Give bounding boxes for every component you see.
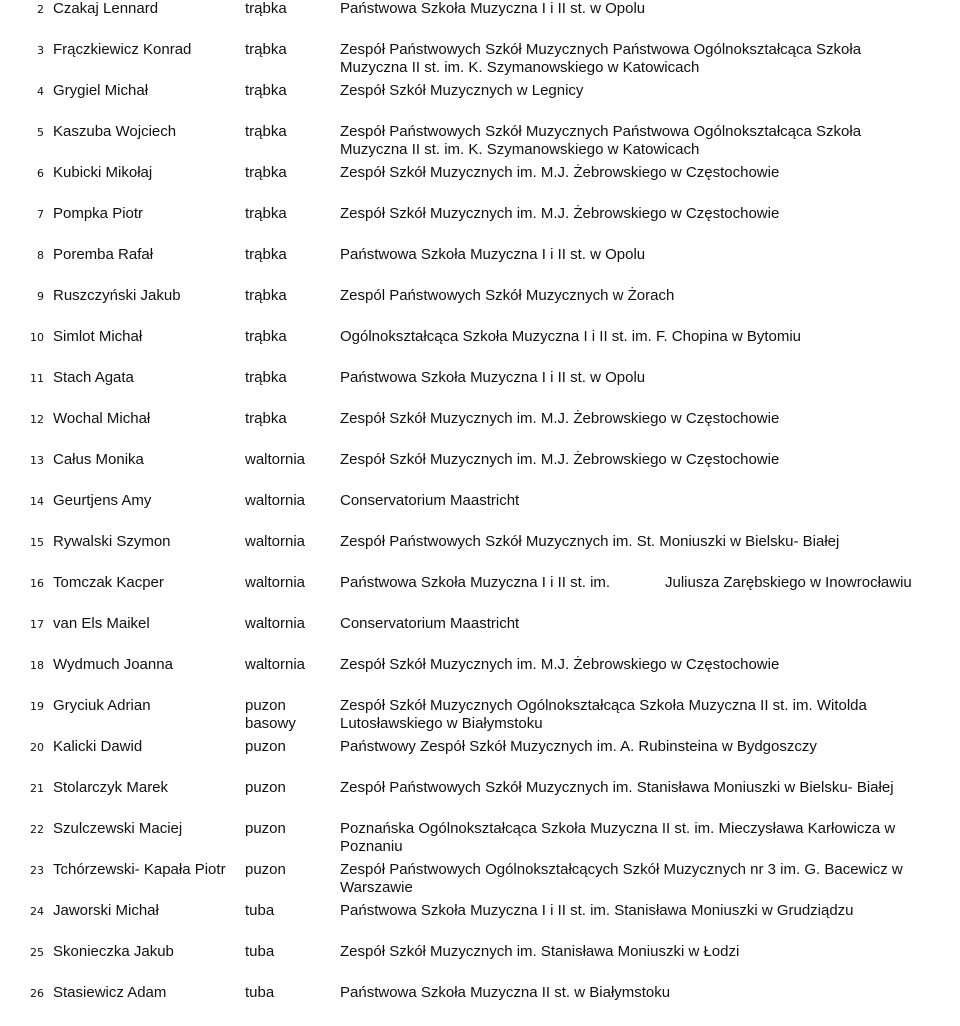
participant-name: Całus Monika (53, 451, 144, 468)
instrument: puzon basowy (245, 697, 296, 732)
school: Zespół Szkół Muzycznych im. Stanisława Moniuszki w Łodzi (340, 943, 740, 960)
instrument: trąbka (245, 164, 287, 181)
participant-name: Jaworski Michał (53, 902, 159, 919)
school: Państwowa Szkoła Muzyczna I i II st. w Opolu (340, 246, 646, 263)
row-number: 21 (30, 782, 44, 795)
instrument: trąbka (245, 0, 287, 17)
instrument: puzon (245, 738, 286, 755)
instrument: puzon (245, 779, 286, 796)
participant-name: Wochal Michał (53, 410, 151, 427)
participant-name: Kaszuba Wojciech (53, 123, 177, 140)
instrument: trąbka (245, 82, 287, 99)
school: Zespół Szkół Muzycznych im. M.J. Żebrowskiego w Częstochowie (340, 164, 780, 181)
participant-name: Skonieczka Jakub (53, 943, 174, 960)
instrument: trąbka (245, 41, 287, 58)
school: Państwowa Szkoła Muzyczna I i II st. w Opolu (340, 0, 646, 17)
instrument: trąbka (245, 410, 287, 427)
school: Państwowy Zespół Szkół Muzycznych im. A. Rubinsteina w Bydgoszczy (340, 738, 817, 755)
school: Zespół Szkół Muzycznych im. M.J. Żebrowskiego w Częstochowie (340, 451, 780, 468)
row-number: 16 (30, 577, 44, 590)
instrument: waltornia (245, 492, 306, 509)
participant-name: Wydmuch Joanna (53, 656, 173, 673)
school: Conservatorium Maastricht (340, 615, 520, 632)
school: Zespół Szkół Muzycznych Ogólnokształcąca Szkoła Muzyczna II st. im. Witolda Lutosławskiego w Białymstoku (340, 697, 867, 732)
instrument: waltornia (245, 451, 306, 468)
school-part: Państwowa Szkoła Muzyczna I i II st. im. (340, 574, 611, 591)
school (340, 574, 930, 592)
instrument: waltornia (245, 574, 306, 591)
row-number: 26 (30, 987, 44, 1000)
participant-name: Pompka Piotr (53, 205, 144, 222)
participant-name: Simlot Michał (53, 328, 143, 345)
row-number: 11 (30, 372, 44, 385)
row-number: 3 (37, 44, 44, 57)
school: Zespół Państwowych Szkół Muzycznych Państwowa Ogólnokształcąca Szkoła Muzyczna II st. im. K. Szymanowskiego w Katowicach (340, 41, 862, 76)
school: Conservatorium Maastricht (340, 492, 520, 509)
participant-name: van Els Maikel (53, 615, 150, 632)
school: Państwowa Szkoła Muzyczna I i II st. w Opolu (340, 369, 646, 386)
instrument: puzon (245, 820, 286, 837)
row-number: 10 (30, 331, 44, 344)
row-number: 23 (30, 864, 44, 877)
row-number: 13 (30, 454, 44, 467)
school: Zespół Szkół Muzycznych im. M.J. Żebrowskiego w Częstochowie (340, 410, 780, 427)
school: Zespół Szkół Muzycznych w Legnicy (340, 82, 584, 99)
participant-name: Geurtjens Amy (53, 492, 152, 509)
participant-name: Poremba Rafał (53, 246, 154, 263)
participant-name: Tomczak Kacper (53, 574, 164, 591)
school: Zespół Państwowych Szkół Muzycznych im. St. Moniuszki w Bielsku- Białej (340, 533, 840, 550)
row-number: 4 (37, 85, 44, 98)
row-number: 15 (30, 536, 44, 549)
instrument: waltornia (245, 615, 306, 632)
participant-name: Rywalski Szymon (53, 533, 171, 550)
row-number: 17 (30, 618, 44, 631)
participant-name: Frączkiewicz Konrad (53, 41, 192, 58)
instrument: trąbka (245, 369, 287, 386)
school: Zespół Szkół Muzycznych im. M.J. Żebrowskiego w Częstochowie (340, 656, 780, 673)
instrument: waltornia (245, 533, 306, 550)
participant-name: Grygiel Michał (53, 82, 149, 99)
row-number: 9 (37, 290, 44, 303)
row-number: 24 (30, 905, 44, 918)
instrument: puzon (245, 861, 286, 878)
school-part: Juliusza Zarębskiego w Inowrocławiu (665, 574, 912, 591)
instrument: trąbka (245, 246, 287, 263)
participant-name: Stolarczyk Marek (53, 779, 169, 796)
participant-name: Szulczewski Maciej (53, 820, 183, 837)
row-number: 14 (30, 495, 44, 508)
school: Poznańska Ogólnokształcąca Szkoła Muzyczna II st. im. Mieczysława Karłowicza w Poznaniu (340, 820, 896, 855)
participant-name: Kubicki Mikołaj (53, 164, 153, 181)
participant-name: Tchórzewski- Kapała Piotr (53, 861, 226, 878)
row-number: 2 (37, 3, 44, 16)
participant-name: Czakaj Lennard (53, 0, 159, 17)
participant-name: Stasiewicz Adam (53, 984, 167, 1001)
row-number: 19 (30, 700, 44, 713)
school: Zespół Szkół Muzycznych im. M.J. Żebrowskiego w Częstochowie (340, 205, 780, 222)
participant-name: Gryciuk Adrian (53, 697, 151, 714)
instrument: trąbka (245, 123, 287, 140)
row-number: 5 (37, 126, 44, 139)
school: Zespół Państwowych Ogólnokształcących Szkół Muzycznych nr 3 im. G. Bacewicz w Warszawie (340, 861, 903, 896)
instrument: tuba (245, 902, 275, 919)
instrument: trąbka (245, 205, 287, 222)
school: Zespól Państwowych Szkół Muzycznych w Żorach (340, 287, 675, 304)
school: Zespół Państwowych Szkół Muzycznych im. Stanisława Moniuszki w Bielsku- Białej (340, 779, 894, 796)
participant-name: Stach Agata (53, 369, 134, 386)
instrument: tuba (245, 943, 275, 960)
school: Państwowa Szkoła Muzyczna II st. w Białymstoku (340, 984, 671, 1001)
instrument: waltornia (245, 656, 306, 673)
row-number: 18 (30, 659, 44, 672)
participant-name: Ruszczyński Jakub (53, 287, 181, 304)
school: Ogólnokształcąca Szkoła Muzyczna I i II st. im. F. Chopina w Bytomiu (340, 328, 802, 345)
school: Zespół Państwowych Szkół Muzycznych Państwowa Ogólnokształcąca Szkoła Muzyczna II st. im. K. Szymanowskiego w Katowicach (340, 123, 862, 158)
row-number: 25 (30, 946, 44, 959)
instrument: trąbka (245, 287, 287, 304)
school: Państwowa Szkoła Muzyczna I i II st. im. Stanisława Moniuszki w Grudziądzu (340, 902, 854, 919)
instrument: tuba (245, 984, 275, 1001)
row-number: 20 (30, 741, 44, 754)
row-number: 8 (37, 249, 44, 262)
row-number: 6 (37, 167, 44, 180)
row-number: 12 (30, 413, 44, 426)
instrument: trąbka (245, 328, 287, 345)
row-number: 22 (30, 823, 44, 836)
participant-name: Kalicki Dawid (53, 738, 143, 755)
row-number: 7 (37, 208, 44, 221)
